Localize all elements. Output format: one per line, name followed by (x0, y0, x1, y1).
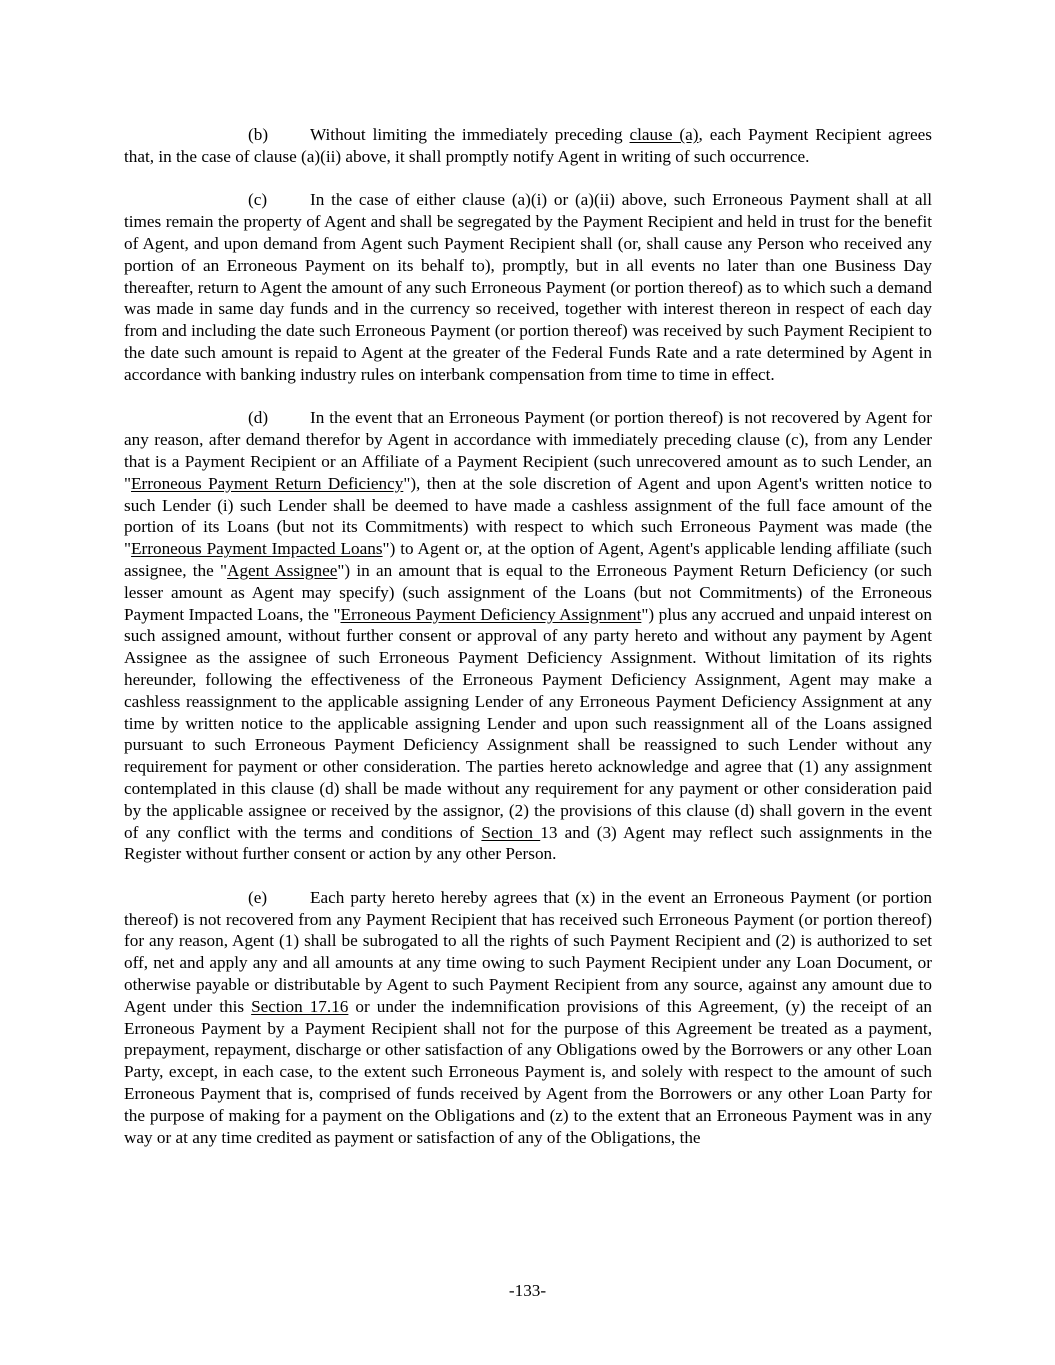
paragraph (124, 407, 932, 865)
paragraph-text: or under the indemnification provisions of this Agreement, (y) the receipt of an Erroneous Payment by a Payment Recipient shall not for the purpose of this Agreement be treated as a payment, prepayment, repayment, discharge or other satisfaction of any Obligations owed by the Borrowers or any other Loan Party, except, in each case, to the extent such Erroneous Payment is, and solely with respect to the amount of such Erroneous Payment that is, comprised of funds received by Agent from the Borrowers or any other Loan Party for the purpose of making for a payment on the Obligations and (z) to the extent that an Erroneous Payment was in any way or at any time credited as payment or satisfaction of any of the Obligations, the (124, 996, 933, 1147)
paragraph (124, 124, 932, 168)
page-number: -133- (508, 1281, 547, 1300)
defined-term: Erroneous Payment Return Deficiency (131, 473, 404, 493)
defined-term: Section 17.16 (251, 996, 349, 1016)
defined-term: Erroneous Payment Deficiency Assignment (340, 604, 642, 624)
paragraph-text: ") plus any accrued and unpaid interest on such assigned amount, without further consent or approval of any party hereto and without any payment by Agent Assignee as the assignee of such Erroneous Payment Deficiency Assignment. Without limitation of its rights hereunder, following the effectiveness of the Erroneous Payment Deficiency Assignment, Agent may make a cashless reassignment to the applicable assigning Lender of any Erroneous Payment Deficiency Assignment at any time by written notice to the applicable assigning Lender and upon such reassignment all of the Loans assigned pursuant to such Erroneous Payment Deficiency Assignment shall be reassigned to such Lender without any requirement for payment or other consideration. The parties hereto acknowledge and agree that (1) any assignment contemplated in this clause (d) shall be made without any requirement for any payment or other consideration paid by the applicable assignee or received by the assignor, (2) the provisions of this clause (d) shall govern in the event of any conflict with the terms and conditions of (124, 604, 932, 842)
paragraph-text: ") in an amount that is equal to the Erroneous Payment Return Deficiency (or such lesser amount as Agent may specify) (such assignment of the Loans (but not Commitments) of the Erroneous Payment Impacted Loans, the " (124, 560, 932, 624)
paragraph-text: , each Payment Recipient agrees that, in the case of clause (a)(ii) above, it shall promptly notify Agent in writing of such occurrence. (124, 125, 932, 166)
paragraph-text: In the event that an Erroneous Payment (or portion thereof) is not recovered by Agent for any reason, after demand therefor by Agent in accordance with immediately preceding clause (c), from any Lender that is a Payment Recipient or an Affiliate of a Payment Recipient (such unrecovered amount as to such Lender, an " (124, 408, 932, 493)
paragraph-label: (b) (248, 125, 269, 144)
document-body (124, 124, 932, 1170)
paragraph-text: In the case of either clause (a)(i) or (a)(ii) above, such Erroneous Payment shall at all times remain the property of Agent and shall be segregated by the Payment Recipient and held in trust for the benefit of Agent, and upon demand from Agent such Payment Recipient shall (or, shall cause any Person who received any portion of an Erroneous Payment on its behalf to), promptly, but in all events no later than one Business Day thereafter, return to Agent the amount of any such Erroneous Payment (or portion thereof) as to which such a demand was made in same day funds and in the currency so received, together with interest thereon in respect of each day from and including the date such Erroneous Payment (or portion thereof) was received by such Payment Recipient to the date such amount is repaid to Agent at the greater of the Federal Funds Rate and a rate determined by Agent in accordance with banking industry rules on interbank compensation from time to time in effect. (124, 190, 932, 384)
defined-term: Section (481, 822, 541, 842)
paragraph-text: "), then at the sole discretion of Agent and upon Agent's written notice to such Lender (i) such Lender shall be deemed to have made a cashless assignment of the full face amount of the portion of its Loans (but not its Commitments) with respect to which such Erroneous Payment was made (the " (124, 473, 932, 559)
paragraph-label: (d) (248, 408, 269, 428)
paragraph-text: ") to Agent or, at the option of Agent, Agent's applicable lending affiliate (such assignee, the " (124, 539, 933, 580)
paragraph-text: Each party hereto hereby agrees that (x) in the event an Erroneous Payment (or portion thereof) is not recovered from any Payment Recipient that has received such Erroneous Payment (or portion thereof) for any reason, Agent (1) shall be subrogated to all the rights of such Payment Recipient and (2) is authorized to set off, net and apply any and all amounts at any time owing to such Payment Recipient under any Loan Document, or otherwise payable or distributable by Agent to such Payment Recipient from any source, against any amount due to Agent under this (124, 887, 932, 1016)
defined-term: clause (a) (629, 125, 699, 144)
paragraph-text: Without limiting the immediately preceding (310, 125, 630, 144)
paragraph (124, 189, 932, 385)
paragraph-label: (c) (248, 190, 268, 210)
defined-term: Erroneous Payment Impacted Loans (131, 539, 383, 559)
paragraph (124, 887, 932, 1149)
defined-term: Agent Assignee (227, 560, 338, 580)
paragraph-text: 13 and (3) Agent may reflect such assignments in the Register without further consent or action by any other Person. (124, 822, 932, 864)
paragraph-label: (e) (248, 887, 268, 907)
